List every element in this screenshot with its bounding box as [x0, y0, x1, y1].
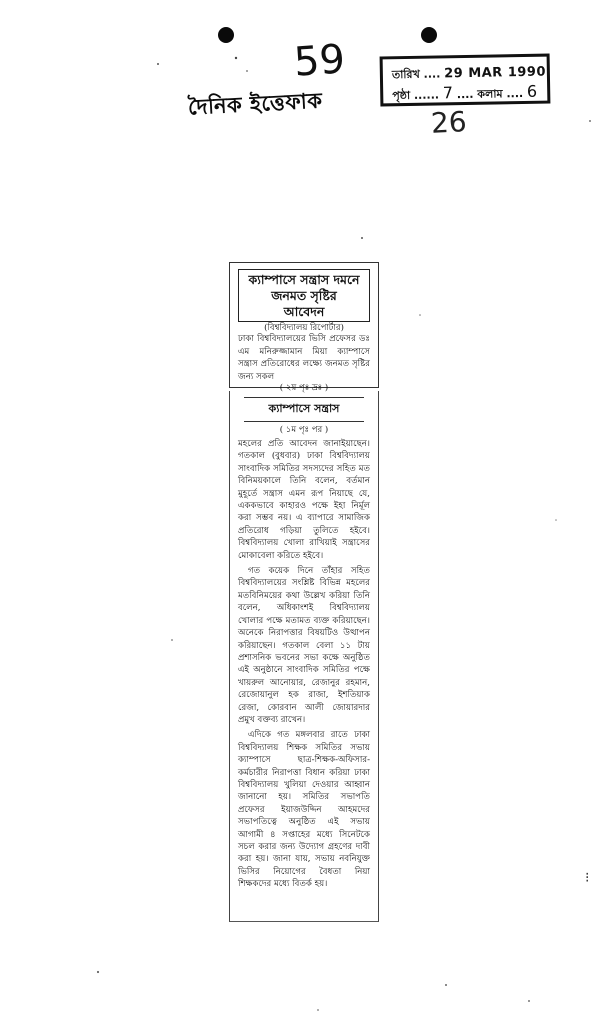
stamp-column-label: কলাম [477, 87, 503, 101]
headline-line: জনমত সৃষ্টির [271, 288, 337, 303]
stamp-date-row: তারিখ .... 29 MAR 1990 [391, 64, 547, 82]
article-paragraph: গত কয়েক দিনে তাঁহার সহিত বিশ্ববিদ্যালয়ের সংশ্লিষ্ট বিভিন্ন মহলের মতবিনিময়ের কথা উল্লেখ করিয়া তিনি বলেন, অধিকাংশই বিশ্ববিদ্যালয় খোলার পক্ষে মতামত ব্যক্ত করিয়াছেন। অনেকে নিরাপত্তার বিষয়টিও উত্থাপন করিয়াছেন। গতকাল বেলা ১১ টায় প্রশাসনিক ভবনের সভা কক্ষে অনুষ্ঠিত এই অনুষ্ঠানে সাংবাদিক সমিতির পক্ষে খায়রুল আনোয়ার, রেজানুর রহমান, রেজোয়ানুল হক রাজা, ইশতিয়াক রেজা, কোরবান আলী জোয়ারদার প্রমুখ বক্তব্য রাখেন। [238, 566, 370, 725]
byline: (বিশ্ববিদ্যালয় রিপোর্টার) [264, 323, 344, 333]
stamp-date-value: 29 MAR 1990 [444, 64, 547, 82]
stamp-page-value: 7 [442, 83, 454, 103]
stamp-page-row: পৃষ্ঠা ...... 7 .... কলাম .... 6 [392, 81, 538, 103]
continued-from-reference: ( ১ম পৃঃ পর ) [279, 425, 329, 435]
stamp-page-label: পৃষ্ঠা [392, 88, 411, 103]
headline-box [238, 269, 370, 322]
article-paragraph: মহলের প্রতি আবেদন জানাইয়াছেন। গতকাল (বুধবার) ঢাকা বিশ্ববিদ্যালয় সাংবাদিক সমিতির সদস্যদের সহিত মত বিনিময়কালে তিনি বলেন, বর্তমান মুহূর্তে সন্ত্রাস এমন রূপ নিয়াছে যে, এককভাবে কাহারও পক্ষে ইহা নির্মূল করা সম্ভব নয়। এ ব্যাপারে সামাজিক প্রতিরোধ গড়িয়া তুলিতে হইবে। বিশ্ববিদ্যালয় খোলা রাখিয়াই সন্ত্রাসের মোকাবেলা করিতে হইবে। [238, 439, 370, 561]
stamp-date-label: তারিখ [391, 67, 420, 82]
jump-reference: ( ২য় পৃঃ দ্রঃ ) [279, 383, 329, 393]
punch-hole-right [421, 27, 437, 43]
headline-line: ক্যাম্পাসে সন্ত্রাস দমনে [248, 272, 360, 287]
newspaper-name: দৈনিক ইত্তেফাক [187, 87, 324, 120]
lead-paragraph: ঢাকা বিশ্ববিদ্যালয়ের ভিসি প্রফেসর ডঃ এম মনিরুজ্জামান মিয়া ক্যাম্পাসে সন্ত্রাস প্রতিরোধের লক্ষ্যে জনমত সৃষ্টির জন্য সকল [238, 334, 370, 382]
margin-mark: ⁝ [585, 870, 590, 886]
continuation-title: ক্যাম্পাসে সন্ত্রাস [244, 397, 364, 422]
headline-line: আবেদন [283, 304, 325, 319]
article-paragraph: এদিকে গত মঙ্গলবার রাতে ঢাকা বিশ্ববিদ্যালয় শিক্ষক সমিতির সভায় ক্যাম্পাসে ছাত্র-শিক্ষক-অফিসার-কর্মচারীর নিরাপত্তা বিধান করিয়া ঢাকা বিশ্ববিদ্যালয় খুলিয়া দেওয়ার আহ্বান জানানো হয়। সমিতির সভাপতি প্রফেসর ইয়াজউদ্দিন আহমদের সভাপতিত্বে অনুষ্ঠিত এই সভায় আগামী ৪ সপ্তাহের মধ্যে সিনেটকে সচল করার জন্য উদ্যোগ গ্রহণের দাবী করা হয়। জানা যায়, সভায় নবনিযুক্ত ভিসির নিয়োগের বৈধতা নিয়া শিক্ষকদের মধ্যে বিতর্ক হয়। [238, 730, 370, 890]
handwritten-number: 59 [292, 36, 347, 86]
punch-hole-left [218, 27, 234, 43]
date-stamp [380, 54, 551, 107]
stamp-column-value: 6 [526, 81, 538, 101]
clipping-continuation [229, 391, 379, 922]
clipping-front-page [229, 262, 379, 393]
handwritten-secondary-number: 26 [430, 105, 468, 140]
